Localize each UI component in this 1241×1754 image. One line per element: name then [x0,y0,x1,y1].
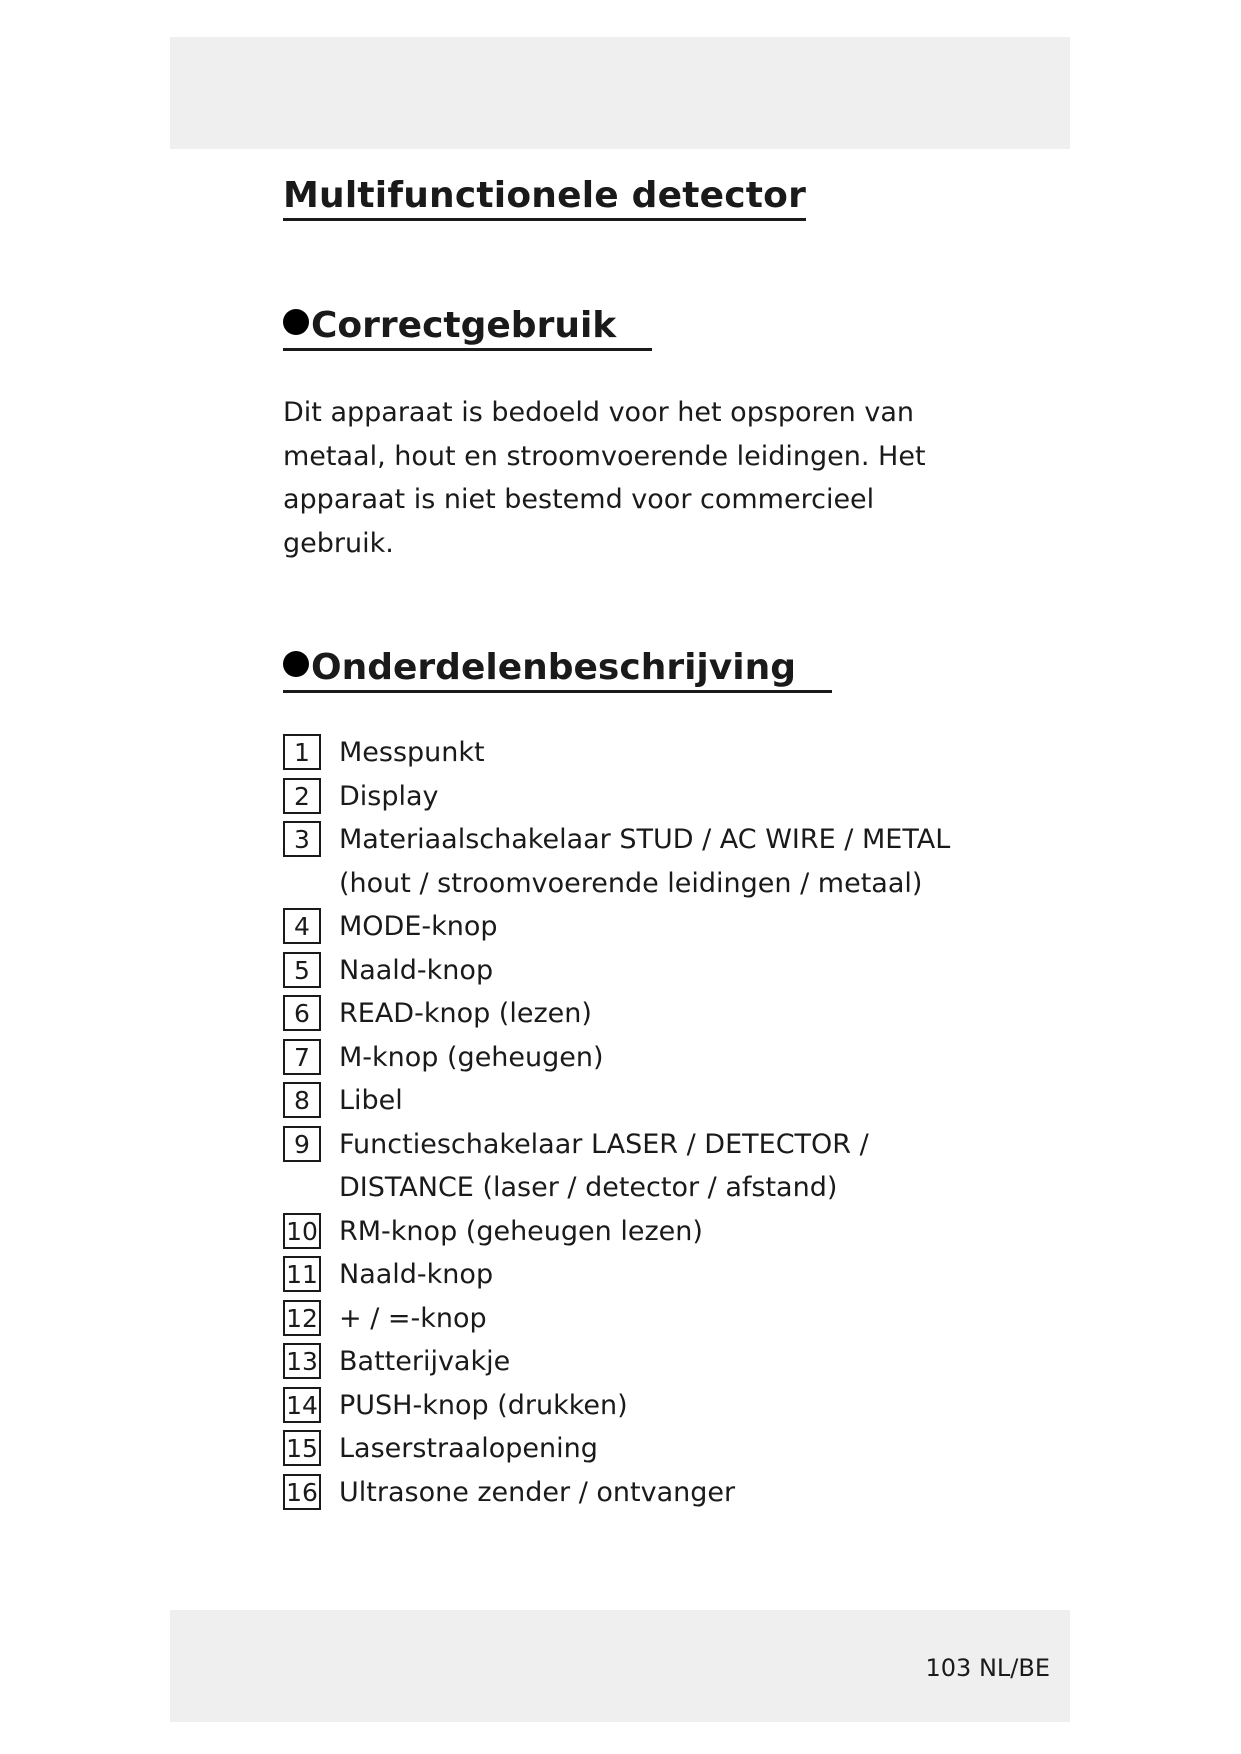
part-number-box: 7 [283,1039,321,1075]
list-item [283,1036,1043,1080]
list-item [283,775,1043,819]
section-heading-correct-use [283,305,652,351]
part-number-box: 5 [283,952,321,988]
part-label: Naald-knop [339,1259,494,1290]
part-number-box: 12 [283,1300,321,1336]
part-label: Libel [339,1085,403,1116]
part-label: RM-knop (geheugen lezen) [339,1215,703,1247]
list-item [283,731,1043,775]
part-label: READ-knop (lezen) [339,998,592,1029]
list-item [283,1340,1043,1384]
bullet-icon [283,309,309,335]
part-label: Functieschakelaar LASER / DETECTOR / DISTANCE (laser / detector / afstand) [339,1128,869,1203]
part-label: Ultrasone zender / ontvanger [339,1476,736,1508]
list-item [283,1471,1043,1515]
footer-band [170,1610,1070,1722]
page-number: 103 NL/BE [925,1654,1050,1682]
part-label: Laserstraalopening [339,1433,598,1464]
part-number-box: 13 [283,1343,321,1379]
section-heading-label: Correctgebruik [311,305,617,346]
part-number-box: 1 [283,734,321,770]
list-item [283,818,1043,905]
part-number-box: 6 [283,995,321,1031]
bullet-icon [283,651,309,677]
part-label: + / =-knop [339,1302,487,1334]
part-number-box: 10 [283,1213,321,1249]
part-label: MODE-knop [339,911,498,942]
section-heading-parts [283,647,832,693]
list-item [283,1079,1043,1123]
part-number-box: 3 [283,821,321,857]
header-band [170,37,1070,149]
part-number-box: 16 [283,1474,321,1510]
part-number-box: 4 [283,908,321,944]
page-title: Multifunctionele detector [283,175,806,221]
correct-use-paragraph: Dit apparaat is bedoeld voor het opsporen van metaal, hout en stroomvoerende leidingen. Het apparaat is niet bestemd voor commercieel gebruik. [283,397,926,559]
list-item [283,1123,1043,1210]
list-item [283,1253,1043,1297]
list-item [283,1427,1043,1471]
part-label: PUSH-knop (drukken) [339,1389,628,1421]
part-number-box: 9 [283,1126,321,1162]
list-item [283,1297,1043,1341]
parts-list [283,731,1043,1514]
page-content [283,175,1043,1514]
section-heading-label: Onderdelenbeschrijving [311,647,796,688]
part-label: Batterijvakje [339,1346,511,1377]
list-item [283,992,1043,1036]
part-label: Messpunkt [339,737,485,768]
part-label: Display [339,780,439,812]
part-label: M-knop (geheugen) [339,1041,604,1073]
list-item [283,1210,1043,1254]
list-item [283,949,1043,993]
part-label: Naald-knop [339,954,494,986]
part-number-box: 8 [283,1082,321,1118]
part-number-box: 2 [283,778,321,814]
part-number-box: 14 [283,1387,321,1423]
list-item [283,905,1043,949]
part-label: Materiaalschakelaar STUD / AC WIRE / METAL (hout / stroomvoerende leidingen / metaal) [339,824,951,899]
part-number-box: 15 [283,1430,321,1466]
list-item [283,1384,1043,1428]
part-number-box: 11 [283,1256,321,1292]
